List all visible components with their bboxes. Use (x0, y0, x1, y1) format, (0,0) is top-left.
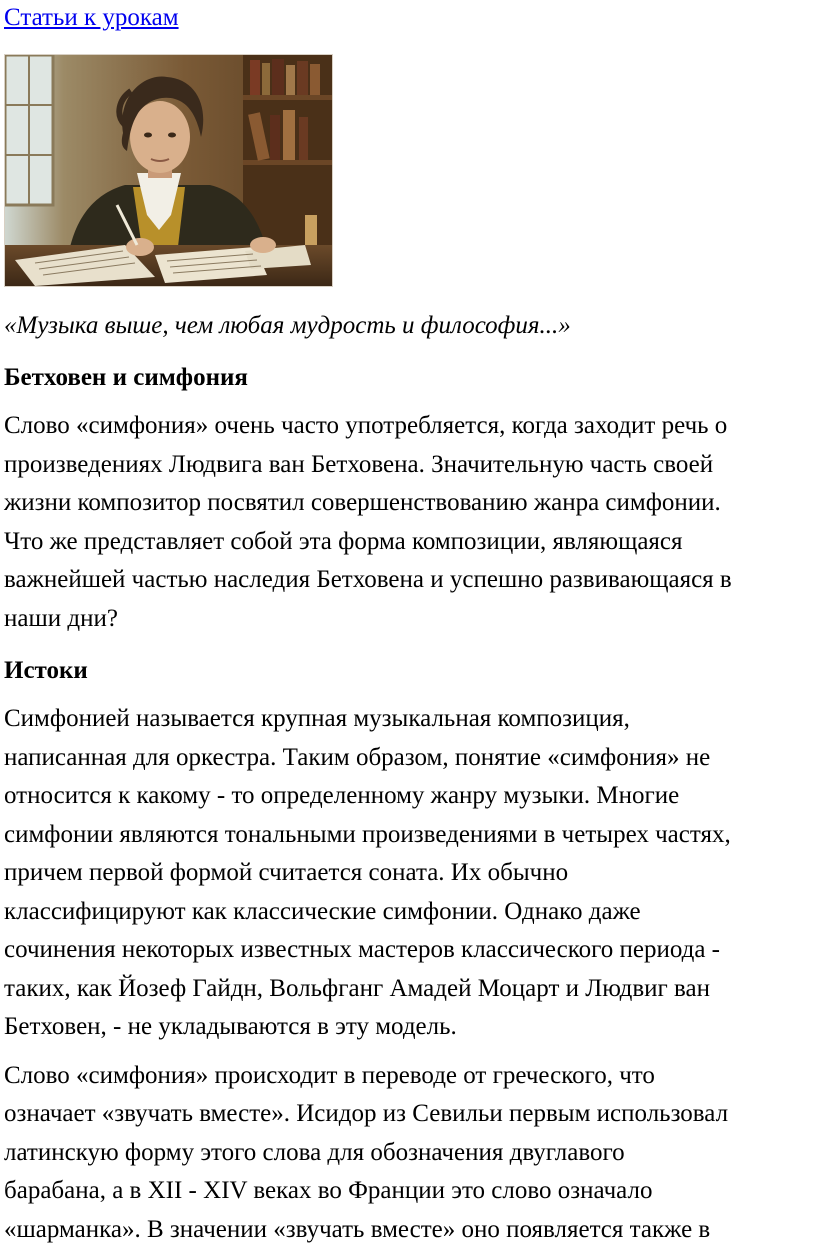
text-line: причем первой формой считается соната. Их обычно (4, 859, 569, 886)
text-line: таких, как Йозеф Гайдн, Вольфганг Амадей Моцарт и Людвиг ван (4, 974, 710, 1002)
text-line: произведениях Людвига ван Бетховена. Значительную часть своей (4, 450, 714, 478)
text-line: симфонии являются тональными произведениями в четырех частях, (4, 820, 731, 848)
paragraph-word-etymology (4, 1057, 812, 1250)
text-line: относится к какому - то определенному жанру музыки. Многие (4, 782, 680, 809)
text-line: Что же представляет собой эта форма композиции, являющаяся (4, 527, 683, 555)
text-line: классифицируют как классические симфонии. Однако даже (4, 897, 641, 925)
text-line: Слово «симфония» происходит в переводе от греческого, что (4, 1061, 655, 1089)
text-line: барабана, а в XII - XIV веках во Франции это слово означало (4, 1177, 653, 1204)
beethoven-portrait-image (4, 54, 333, 287)
text-line: наши дни? (4, 604, 118, 632)
text-line: Слово «симфония» очень часто употребляется, когда заходит речь о (4, 412, 728, 439)
text-line: жизни композитор посвятил совершенствованию жанра симфонии. (4, 489, 721, 516)
text-line: Симфонией называется крупная музыкальная композиция, (4, 705, 630, 732)
text-line: означает «звучать вместе». Исидор из Севильи первым использовал (4, 1100, 729, 1127)
text-line: сочинения некоторых известных мастеров классического периода - (4, 936, 721, 963)
breadcrumb-link-articles[interactable]: Статьи к урокам (4, 4, 179, 31)
paragraph-symphony-definition (4, 700, 812, 1047)
text-line: латинскую форму этого слова для обозначения двуглавого (4, 1138, 625, 1166)
text-line: написанная для оркестра. Таким образом, понятие «симфония» не (4, 743, 711, 771)
section-heading-origins: Истоки (4, 657, 88, 684)
article-page (4, 0, 812, 1249)
text-line: важнейшей частью наследия Бетховена и успешно развивающаяся в (4, 566, 732, 593)
epigraph-quote: «Музыка выше, чем любая мудрость и философия...» (4, 312, 571, 339)
text-line: «шарманка». В значении «звучать вместе» оно появляется также в (4, 1215, 711, 1243)
section-heading-beethoven-symphony: Бетховен и симфония (4, 364, 248, 391)
paragraph-symphony-intro (4, 407, 812, 638)
text-line: Бетховен, - не укладываются в эту модель. (4, 1013, 457, 1040)
